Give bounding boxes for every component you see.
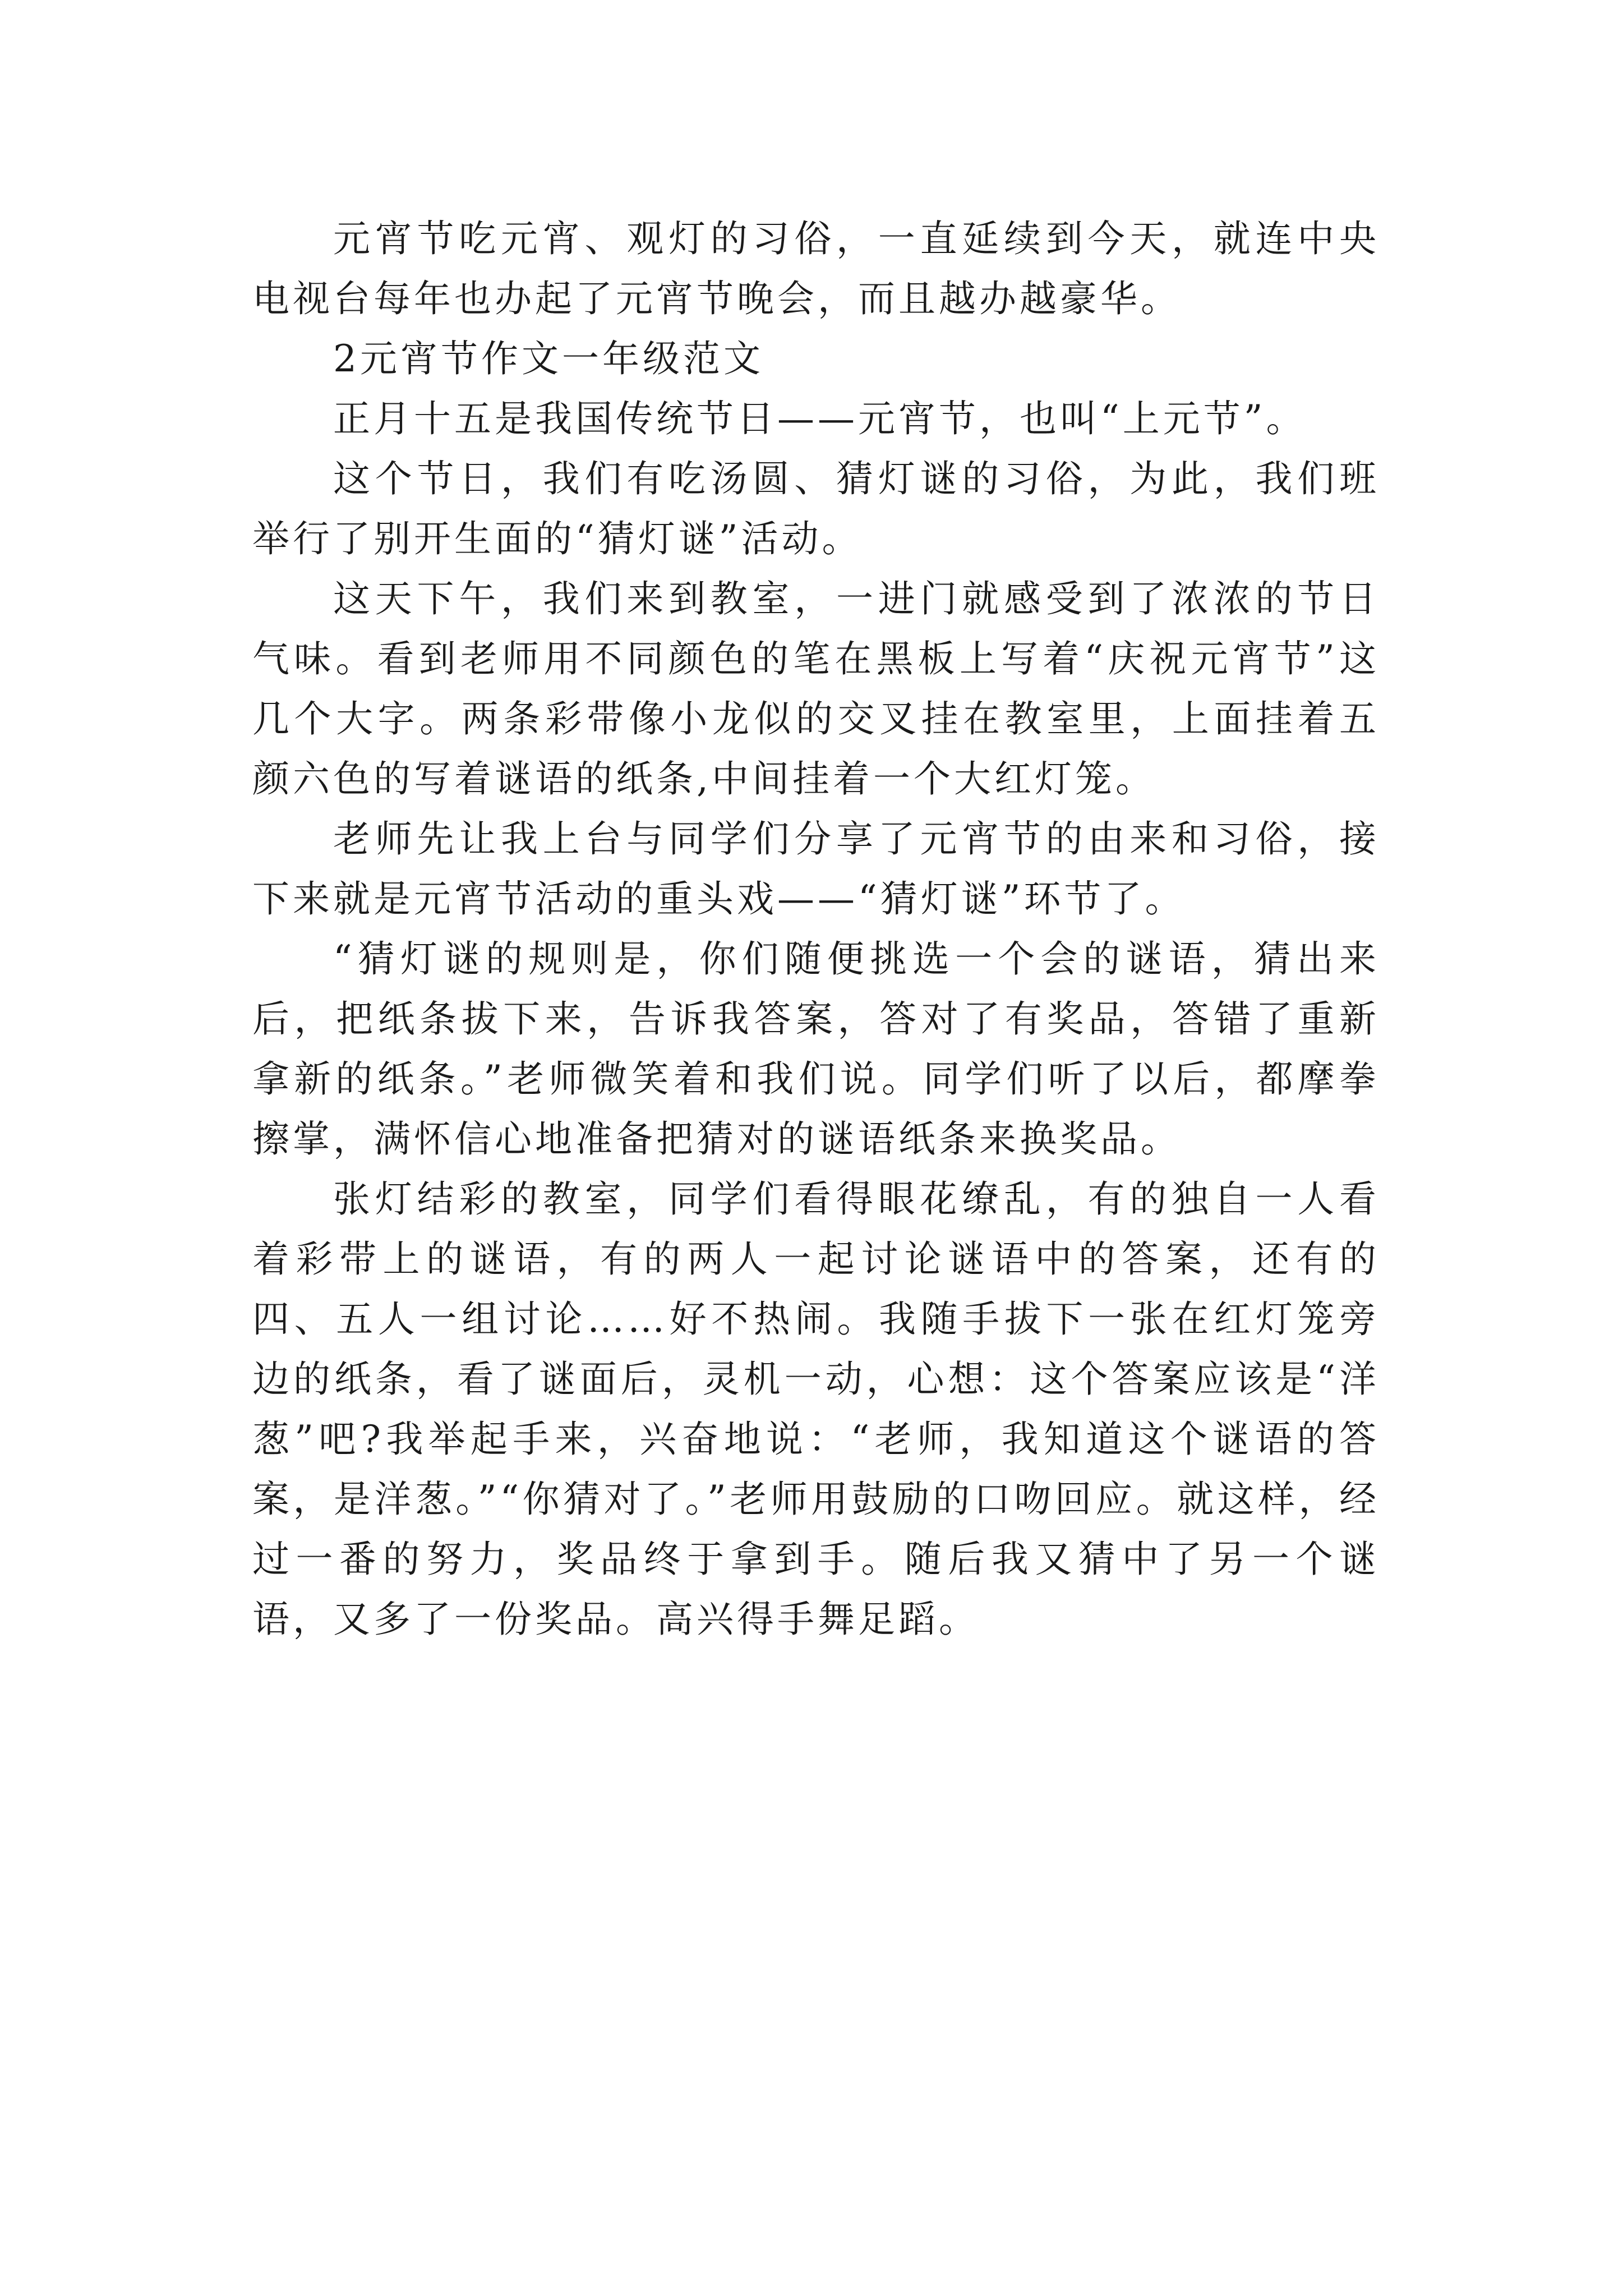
paragraph-classroom-decoration: 这天下午，我们来到教室，一进门就感受到了浓浓的节日气味。看到老师用不同颜色的笔在黑板上写着“庆祝元宵节”这几个大字。两条彩带像小龙似的交叉挂在教室里，上面挂着五颜六色的写着谜语的纸条,中间挂着一个大红灯笼。 [252, 577, 1380, 800]
document-body [252, 209, 1380, 1649]
paragraph-intro: 正月十五是我国传统节日——元宵节，也叫“上元节”。 [333, 397, 1307, 440]
section-heading: 2元宵节作文一年级范文 [333, 337, 764, 380]
paragraph-rules: “猜灯谜的规则是，你们随便挑选一个会的谜语，猜出来后，把纸条拔下来，告诉我答案，答对了有奖品，答错了重新拿新的纸条。”老师微笑着和我们说。同学们听了以后，都摩拳擦掌，满怀信心地准备把猜对的谜语纸条来换奖品。 [252, 937, 1380, 1161]
paragraph-guessing: 张灯结彩的教室，同学们看得眼花缭乱，有的独自一人看着彩带上的谜语，有的两人一起讨论谜语中的答案，还有的四、五人一组讨论……好不热闹。我随手拔下一张在红灯笼旁边的纸条，看了谜面后，灵机一动，心想：这个答案应该是“洋葱”吧?我举起手来，兴奋地说：“老师，我知道这个谜语的答案，是洋葱。”“你猜对了。”老师用鼓励的口吻回应。就这样，经过一番的努力，奖品终于拿到手。随后我又猜中了另一个谜语，又多了一份奖品。高兴得手舞足蹈。 [252, 1177, 1380, 1641]
paragraph-teacher-sharing: 老师先让我上台与同学们分享了元宵节的由来和习俗，接下来就是元宵节活动的重头戏——“猜灯谜”环节了。 [252, 817, 1380, 921]
paragraph-riddle-activity: 这个节日，我们有吃汤圆、猜灯谜的习俗，为此，我们班举行了别开生面的“猜灯谜”活动。 [252, 457, 1380, 560]
paragraph-lantern-festival-customs: 元宵节吃元宵、观灯的习俗，一直延续到今天，就连中央电视台每年也办起了元宵节晚会，而且越办越豪华。 [252, 217, 1380, 320]
